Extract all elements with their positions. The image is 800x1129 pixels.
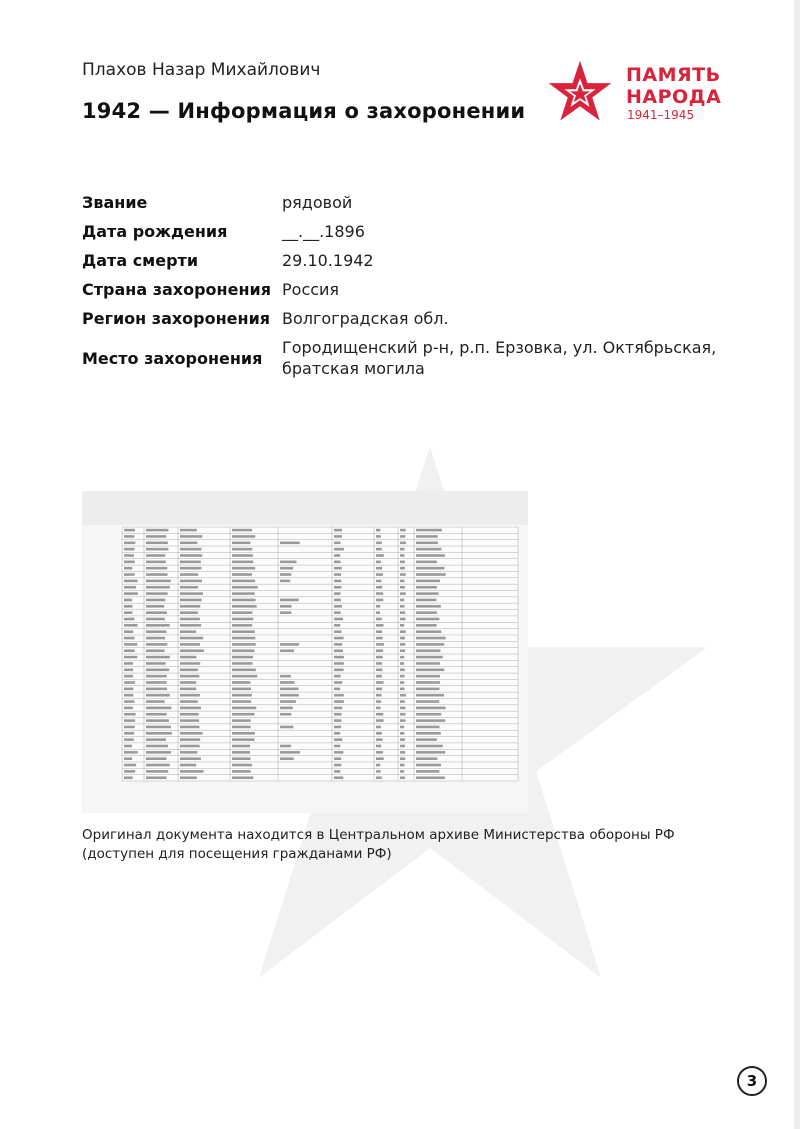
archive-document-scan[interactable] bbox=[82, 491, 528, 813]
person-name: Плахов Назар Михайлович bbox=[82, 60, 321, 80]
info-value: Россия bbox=[282, 280, 340, 299]
burial-info-table bbox=[82, 192, 742, 387]
page-title: 1942 — Информация о захоронении bbox=[82, 99, 526, 123]
info-value: 29.10.1942 bbox=[282, 251, 374, 270]
info-label: Дата рождения bbox=[82, 222, 228, 241]
logo-text-line2: НАРОДА bbox=[626, 86, 722, 108]
info-label: Страна захоронения bbox=[82, 280, 271, 299]
info-row-burial-country bbox=[82, 279, 742, 300]
info-value: Волгоградская обл. bbox=[282, 309, 449, 328]
info-row-burial-place bbox=[82, 337, 742, 379]
info-label: Дата смерти bbox=[82, 251, 199, 270]
archive-caption: Оригинал документа находится в Центральном архиве Министерства обороны РФ (доступен для посещения гражданами РФ) bbox=[82, 827, 675, 862]
scan-image bbox=[82, 491, 528, 813]
info-row-death-date bbox=[82, 250, 742, 271]
info-row-birth-date bbox=[82, 221, 742, 242]
info-value: __.__.1896 bbox=[282, 222, 365, 241]
info-row-burial-region bbox=[82, 308, 742, 329]
info-row-rank bbox=[82, 192, 742, 213]
info-label: Место захоронения bbox=[82, 348, 263, 368]
page-edge bbox=[794, 0, 800, 1129]
info-value: рядовой bbox=[282, 193, 353, 212]
info-label: Регион захоронения bbox=[82, 309, 271, 328]
info-value: Городищенский р-н, р.п. Ерзовка, ул. Октябрьская, братская могила bbox=[282, 338, 717, 378]
page-number: 3 bbox=[737, 1066, 767, 1096]
info-label: Звание bbox=[82, 193, 148, 212]
logo-years: 1941–1945 bbox=[627, 108, 695, 122]
star-icon bbox=[546, 58, 614, 126]
logo-text-line1: ПАМЯТЬ bbox=[626, 64, 721, 86]
pamyat-naroda-logo bbox=[546, 58, 746, 128]
